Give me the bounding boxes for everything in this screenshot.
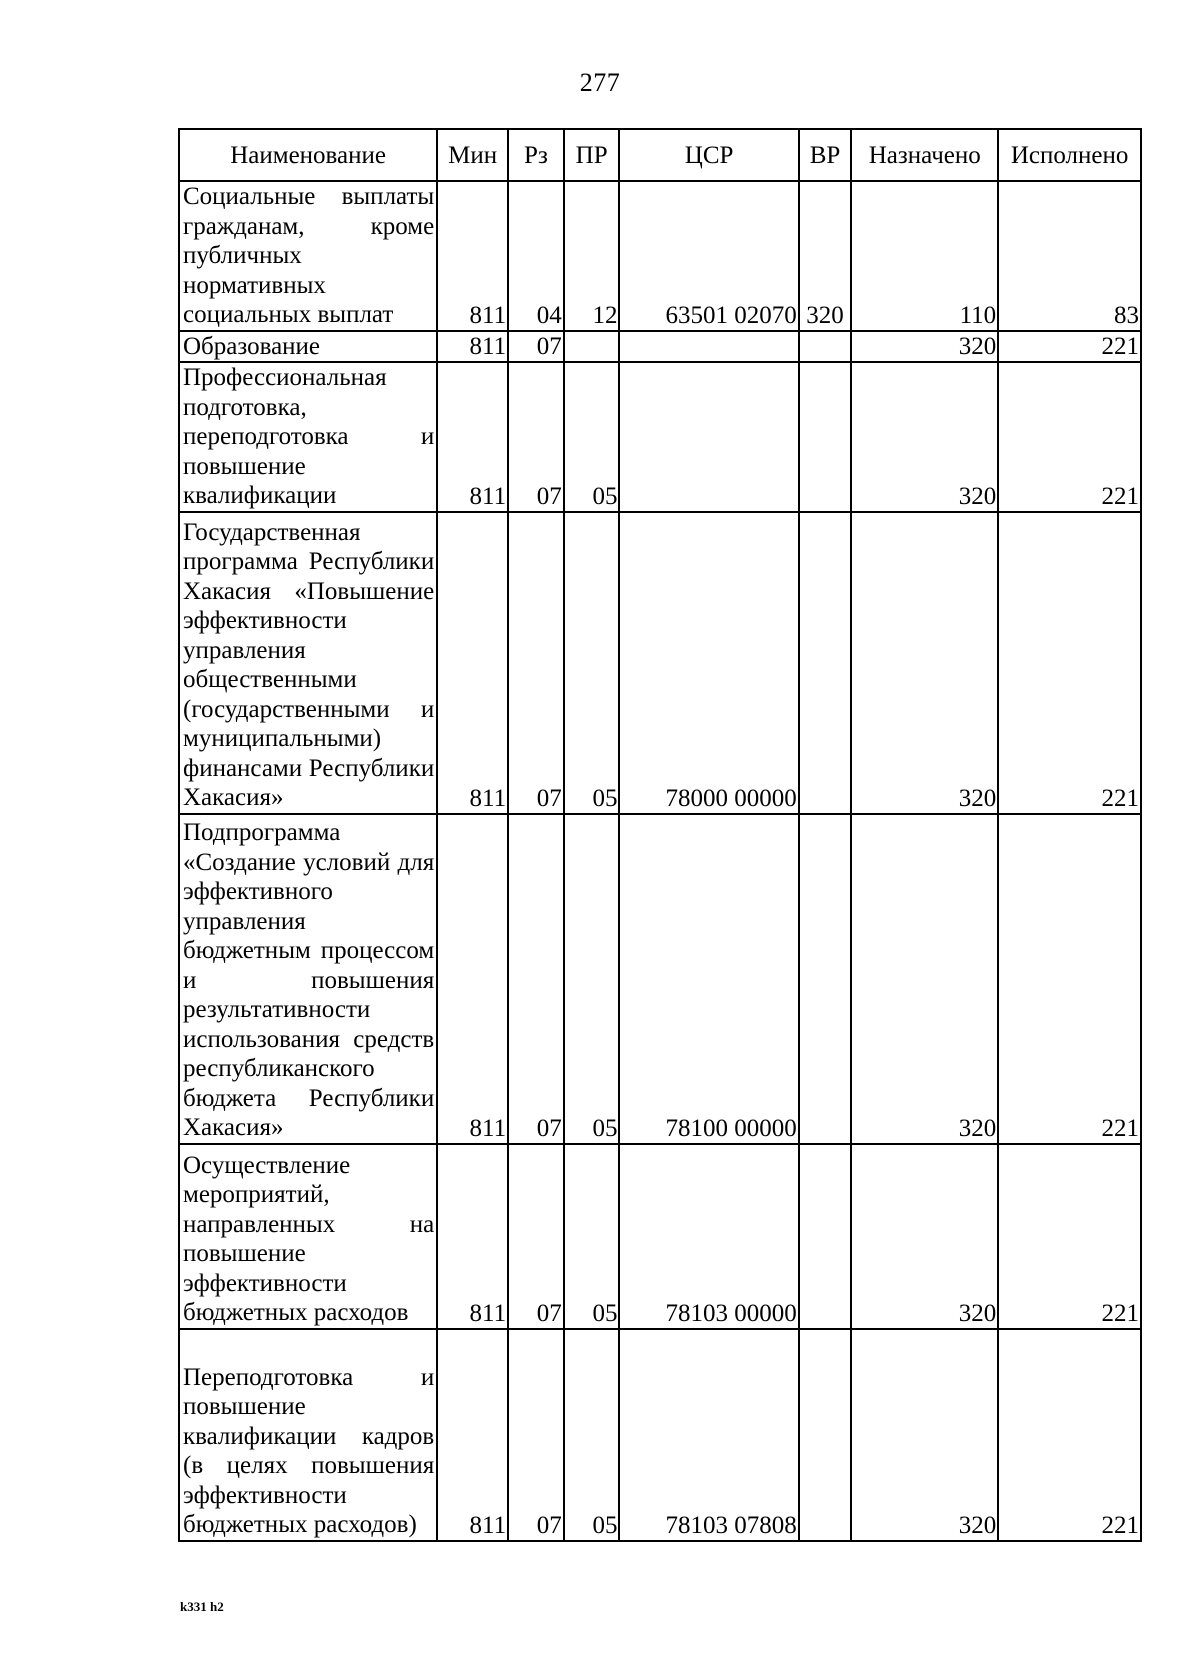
cell-executed: 221 xyxy=(998,1144,1141,1329)
cell-rz: 07 xyxy=(508,512,564,814)
cell-assigned: 320 xyxy=(851,814,998,1144)
cell-assigned: 110 xyxy=(851,181,998,331)
cell-min: 811 xyxy=(437,814,508,1144)
header-executed: Исполнено xyxy=(998,129,1141,181)
cell-csr: 78103 00000 xyxy=(619,1144,798,1329)
cell-name: Социальные выплаты гражданам, кроме публичных нормативных социальных выплат xyxy=(179,181,437,331)
cell-csr: 78103 07808 xyxy=(619,1329,798,1541)
cell-vr xyxy=(799,331,852,363)
table-row xyxy=(179,331,1141,363)
cell-min: 811 xyxy=(437,362,508,512)
cell-rz: 07 xyxy=(508,362,564,512)
cell-executed: 221 xyxy=(998,362,1141,512)
cell-rz: 04 xyxy=(508,181,564,331)
page-number: 277 xyxy=(579,68,621,97)
cell-min: 811 xyxy=(437,1144,508,1329)
cell-assigned: 320 xyxy=(851,331,998,363)
cell-assigned: 320 xyxy=(851,512,998,814)
cell-name: Подпрограмма «Создание условий для эффективного управления бюджетным процессом и повышения результативности использования средств республиканского бюджета Республики Хакасия» xyxy=(179,814,437,1144)
cell-executed: 221 xyxy=(998,814,1141,1144)
cell-vr xyxy=(799,814,852,1144)
table-row xyxy=(179,1329,1141,1541)
header-min: Мин xyxy=(437,129,508,181)
table-row xyxy=(179,181,1141,331)
cell-csr: 78100 00000 xyxy=(619,814,798,1144)
cell-pr: 05 xyxy=(564,1144,620,1329)
cell-rz: 07 xyxy=(508,1144,564,1329)
cell-pr: 12 xyxy=(564,181,620,331)
header-assigned: Назначено xyxy=(851,129,998,181)
cell-rz: 07 xyxy=(508,331,564,363)
cell-min: 811 xyxy=(437,1329,508,1541)
cell-vr xyxy=(799,1144,852,1329)
table-row xyxy=(179,1144,1141,1329)
table-header-row xyxy=(179,129,1141,181)
cell-name: Переподготовка и повышение квалификации кадров (в целях повышения эффективности бюджетных расходов) xyxy=(179,1329,437,1541)
cell-pr: 05 xyxy=(564,362,620,512)
budget-table xyxy=(178,128,1142,1542)
cell-executed: 221 xyxy=(998,1329,1141,1541)
cell-name: Осуществление мероприятий, направленных на повышение эффективности бюджетных расходов xyxy=(179,1144,437,1329)
header-vr: ВР xyxy=(799,129,852,181)
cell-csr xyxy=(619,362,798,512)
header-csr: ЦСР xyxy=(619,129,798,181)
footer-code: k331 h2 xyxy=(180,1599,224,1614)
cell-assigned: 320 xyxy=(851,1329,998,1541)
cell-pr: 05 xyxy=(564,512,620,814)
header-rz: Рз xyxy=(508,129,564,181)
header-name: Наименование xyxy=(179,129,437,181)
cell-rz: 07 xyxy=(508,1329,564,1541)
cell-min: 811 xyxy=(437,181,508,331)
cell-executed: 221 xyxy=(998,331,1141,363)
cell-executed: 221 xyxy=(998,512,1141,814)
cell-min: 811 xyxy=(437,512,508,814)
cell-vr xyxy=(799,1329,852,1541)
cell-min: 811 xyxy=(437,331,508,363)
table-row xyxy=(179,814,1141,1144)
cell-name: Образование xyxy=(179,331,437,363)
table-row xyxy=(179,362,1141,512)
cell-pr: 05 xyxy=(564,814,620,1144)
cell-vr xyxy=(799,512,852,814)
cell-pr: 05 xyxy=(564,1329,620,1541)
cell-csr: 78000 00000 xyxy=(619,512,798,814)
cell-vr xyxy=(799,362,852,512)
cell-csr xyxy=(619,331,798,363)
cell-pr xyxy=(564,331,620,363)
cell-name: Профессиональная подготовка, переподготовка и повышение квалификации xyxy=(179,362,437,512)
cell-rz: 07 xyxy=(508,814,564,1144)
cell-name: Государственная программа Республики Хакасия «Повышение эффективности управления общественными (государственными и муниципальными) финансами Республики Хакасия» xyxy=(179,512,437,814)
cell-assigned: 320 xyxy=(851,1144,998,1329)
cell-csr: 63501 02070 xyxy=(619,181,798,331)
cell-assigned: 320 xyxy=(851,362,998,512)
cell-executed: 83 xyxy=(998,181,1141,331)
cell-vr: 320 xyxy=(799,181,852,331)
table-row xyxy=(179,512,1141,814)
header-pr: ПР xyxy=(564,129,620,181)
